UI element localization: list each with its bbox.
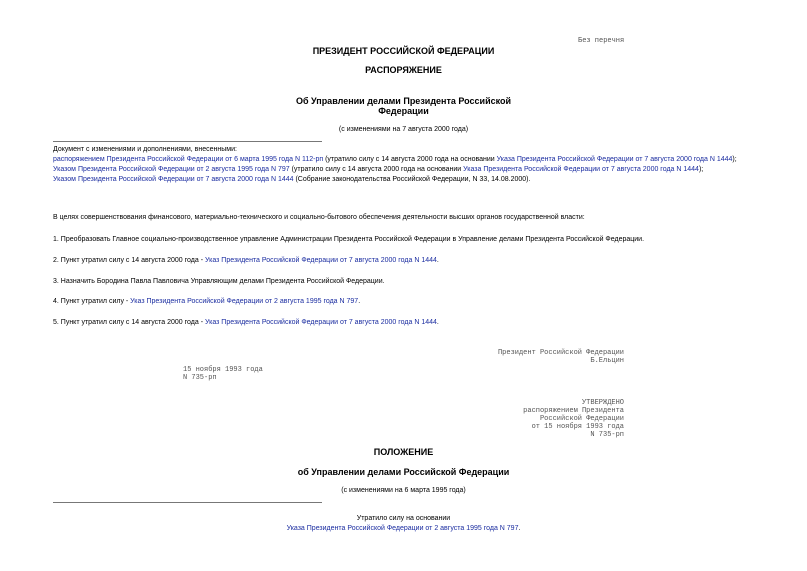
void-end: . xyxy=(518,525,521,532)
approved-line-5: N 735-рп xyxy=(590,431,624,439)
void-link-decree-797[interactable]: Указа Президента Российской Федерации от 2 августа 1995 года N 797 xyxy=(286,525,519,532)
paragraph-5-link[interactable]: Указ Президента Российской Федерации от 7 августа 2000 года N 1444 xyxy=(204,319,437,326)
paragraph-4 xyxy=(53,298,360,305)
changes-line-3 xyxy=(53,176,530,183)
change-text-end: ); xyxy=(698,166,704,173)
paragraph-2-link[interactable]: Указ Президента Российской Федерации от 7 августа 2000 года N 1444 xyxy=(204,257,437,264)
change-link-decree-1444[interactable]: Указа Президента Российской Федерации от 7 августа 2000 года N 1444 xyxy=(496,156,733,163)
changes-line-1 xyxy=(53,156,737,163)
change-text-end: ); xyxy=(732,156,737,163)
change-text: (Собрание законодательства Российской Федерации, N 33, 14.08.2000). xyxy=(293,176,531,183)
signature-name: Б.Ельцин xyxy=(590,357,624,365)
paragraph-text: 2. Пункт утратил силу с 14 августа 2000 года - xyxy=(53,257,205,264)
signature-date: 15 ноября 1993 года xyxy=(183,366,263,374)
paragraph-end: . xyxy=(358,298,361,305)
approved-line-4: от 15 ноября 1993 года xyxy=(531,423,624,431)
paragraph-2 xyxy=(53,257,439,264)
paragraph-end: . xyxy=(436,319,439,326)
preamble: В целях совершенствования финансового, материально-технического и социально-бытового обеспечения деятельности высших органов государственной власти: xyxy=(53,214,585,221)
paragraph-end: . xyxy=(436,257,439,264)
top-note: Без перечня xyxy=(578,37,625,45)
void-text: Утратило силу на основании xyxy=(356,515,451,522)
document-title-line2: Федерации xyxy=(378,106,429,116)
paragraph-text: 5. Пункт утратил силу с 14 августа 2000 года - xyxy=(53,319,205,326)
approved-line-1: УТВЕРЖДЕНО xyxy=(581,399,624,407)
doc-type-heading: РАСПОРЯЖЕНИЕ xyxy=(365,65,442,75)
paragraph-5 xyxy=(53,319,439,326)
changes-intro: Документ с изменениями и дополнениями, внесенными: xyxy=(53,146,237,153)
amendments-note: (с изменениями на 7 августа 2000 года) xyxy=(338,126,469,133)
signature-title: Президент Российской Федерации xyxy=(497,349,624,357)
changes-line-2 xyxy=(53,166,703,173)
regulation-title: ПОЛОЖЕНИЕ xyxy=(373,447,434,457)
approved-line-2: распоряжением Президента xyxy=(523,407,624,415)
change-text: (утратило силу с 14 августа 2000 года на основании xyxy=(289,166,464,173)
paragraph-text: 4. Пункт утратил силу - xyxy=(53,298,131,305)
separator-bottom xyxy=(53,502,322,503)
signature-number: N 735-рп xyxy=(183,374,217,382)
change-link-decree-1444[interactable]: Указа Президента Российской Федерации от 7 августа 2000 года N 1444 xyxy=(463,166,699,173)
document-title-line1: Об Управлении делами Президента Российской xyxy=(295,96,512,106)
regulation-amendments: (с изменениями на 6 марта 1995 года) xyxy=(341,487,466,494)
approved-line-3: Российской Федерации xyxy=(539,415,624,423)
paragraph-3: 3. Назначить Бородина Павла Павловича Управляющим делами Президента Российской Федерации. xyxy=(53,278,385,285)
change-text: (утратило силу с 14 августа 2000 года на основании xyxy=(323,156,497,163)
paragraph-4-link[interactable]: Указ Президента Российской Федерации от 2 августа 1995 года N 797 xyxy=(130,298,359,305)
change-link-decree-1444[interactable]: Указом Президента Российской Федерации от 7 августа 2000 года N 1444 xyxy=(53,176,294,183)
paragraph-1: 1. Преобразовать Главное социально-производственное управление Администрации Президента Российской Федерации в Управление делами Президента Российской Федерации. xyxy=(53,236,645,243)
void-line xyxy=(0,525,807,532)
regulation-subtitle: об Управлении делами Российской Федерации xyxy=(297,467,510,477)
president-heading: ПРЕЗИДЕНТ РОССИЙСКОЙ ФЕДЕРАЦИИ xyxy=(312,46,495,56)
change-link-order-112[interactable]: распоряжением Президента Российской Федерации от 6 марта 1995 года N 112-рп xyxy=(53,156,324,163)
change-link-decree-797[interactable]: Указом Президента Российской Федерации от 2 августа 1995 года N 797 xyxy=(53,166,290,173)
separator-top xyxy=(53,141,322,142)
